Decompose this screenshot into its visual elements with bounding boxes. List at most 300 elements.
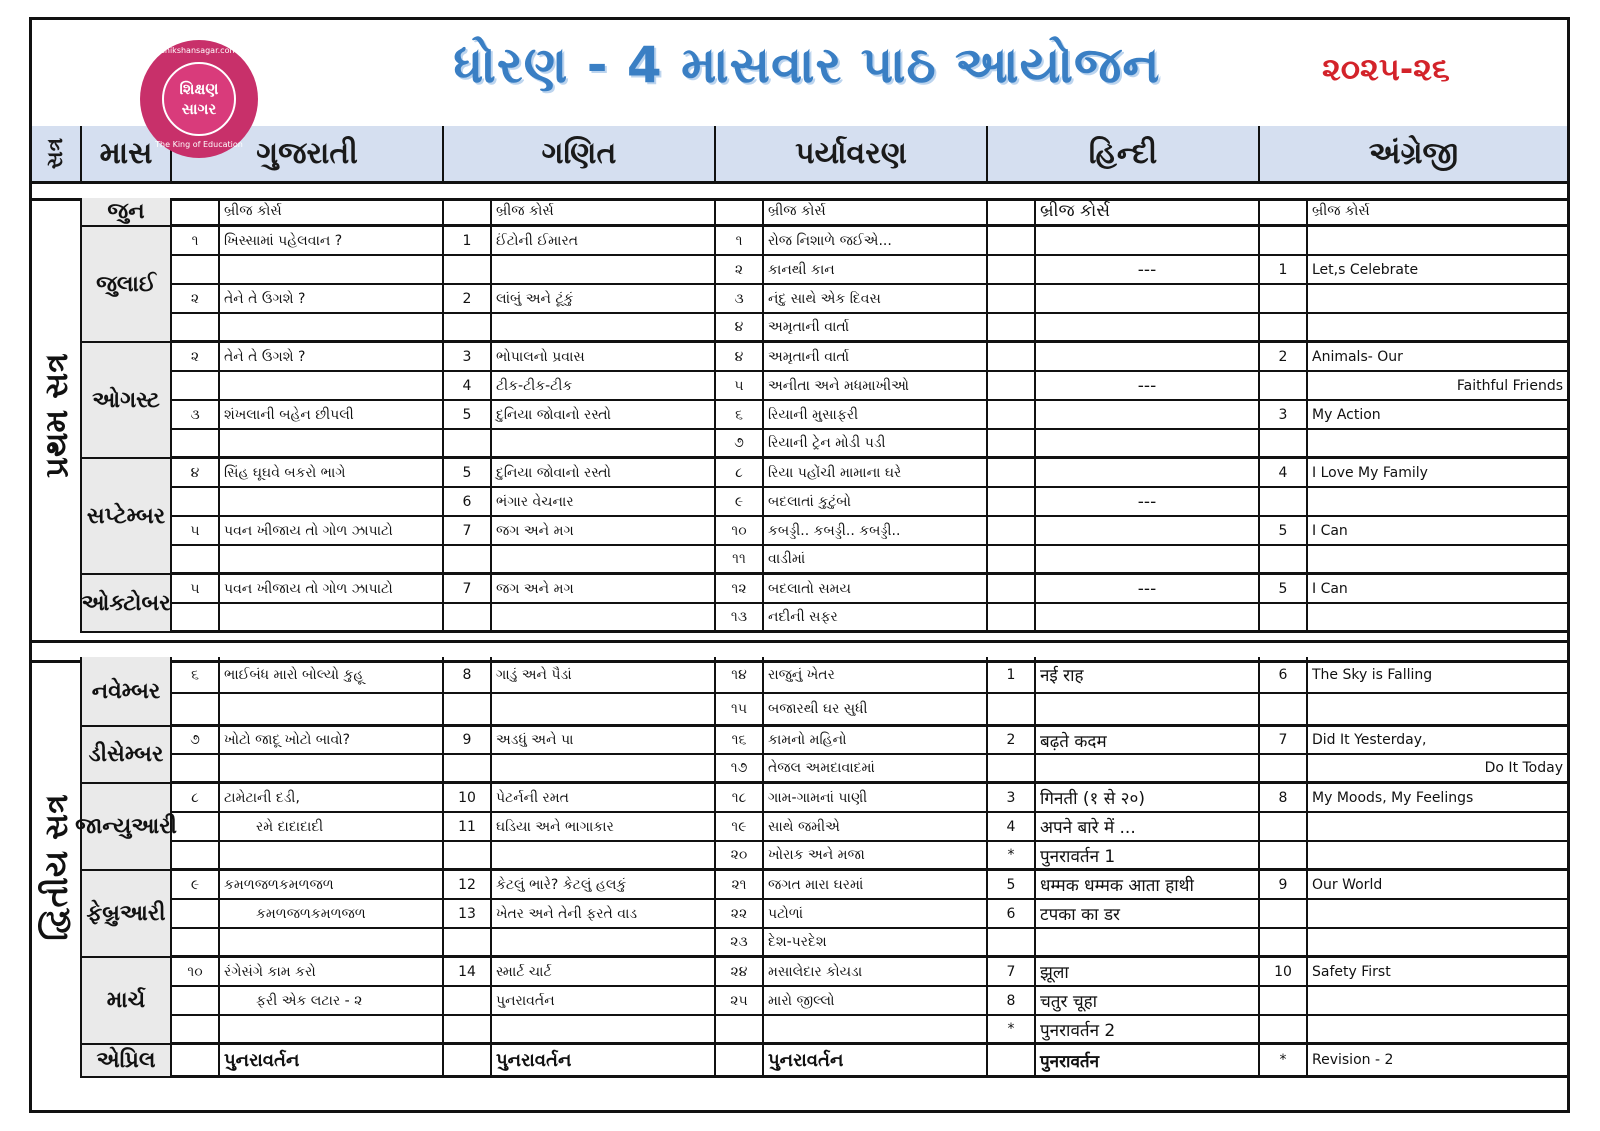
maths-no: 5 (444, 459, 492, 486)
english-lesson: Did It Yesterday, (1312, 732, 1427, 748)
evs-lesson: પટોળાં (764, 900, 988, 927)
hindi-lesson (1036, 430, 1260, 456)
logo-line1: શિક્ષણ (179, 80, 219, 98)
evs-no: ૯ (716, 488, 764, 515)
hindi-lesson: --- (1036, 575, 1260, 602)
gujarati-lesson: રમે દાદાદાદી (220, 813, 444, 840)
gujarati-no (172, 987, 220, 1014)
maths-lesson (492, 755, 716, 781)
evs-no: ૧૩ (716, 604, 764, 630)
maths-lesson: લાંબું અને ટૂંકું (492, 285, 716, 312)
gujarati-no (172, 488, 220, 515)
maths-lesson (492, 842, 716, 868)
gujarati-no (172, 900, 220, 927)
maths-no: 4 (444, 372, 492, 399)
english-no: 9 (1260, 871, 1308, 898)
hindi-lesson (1036, 546, 1260, 572)
hindi-no (988, 459, 1036, 486)
english-no (1260, 694, 1308, 724)
english-lesson: My Moods, My Feelings (1312, 789, 1474, 806)
evs-lesson: કબડ્ડી.. કબડ્ડી.. કબડ્ડી.. (764, 517, 988, 544)
evs-lesson: દેશ-પરદેશ (764, 929, 988, 955)
maths-no (444, 314, 492, 340)
maths-lesson: દુનિયા જોવાનો રસ્તો (492, 459, 716, 486)
english-lesson: Do It Today (1484, 760, 1563, 776)
english-lesson (1308, 929, 1567, 955)
logo-bottom-text: The King of Education (155, 140, 243, 149)
gujarati-lesson (220, 488, 444, 515)
evs-lesson: સાથે જમીએ (764, 813, 988, 840)
maths-no (444, 755, 492, 781)
evs-lesson: નદીની સફર (764, 604, 988, 630)
maths-no (444, 929, 492, 955)
gujarati-lesson (220, 372, 444, 399)
gujarati-lesson: ટામેટાની દડી, (220, 784, 444, 811)
header-maths: ગણિત (444, 126, 716, 181)
gujarati-lesson: ખોટો જાદૂ ખોટો બાવો? (220, 727, 444, 753)
english-no (1260, 842, 1308, 868)
maths-no: 8 (444, 657, 492, 692)
table-row (172, 604, 1567, 633)
month-label: ઓગસ્ટ (82, 343, 172, 459)
evs-no: ૨૫ (716, 987, 764, 1014)
table-row (172, 575, 1567, 604)
gujarati-no (172, 430, 220, 456)
table-row (172, 430, 1567, 459)
evs-lesson: રાજુનું ખેતર (764, 657, 988, 692)
gujarati-lesson (220, 842, 444, 868)
logo-center (162, 62, 236, 136)
table-row (172, 314, 1567, 343)
gujarati-no: ૬ (172, 657, 220, 692)
hindi-lesson (1036, 604, 1260, 630)
header-gujarati: ગુજરાતી (172, 126, 444, 181)
maths-no (444, 842, 492, 868)
gujarati-no (172, 929, 220, 955)
english-no: 4 (1260, 459, 1308, 486)
month-label: નવેમ્બર (82, 657, 172, 727)
hindi-lesson (1036, 401, 1260, 428)
table-row (172, 900, 1567, 929)
table-row (172, 727, 1567, 755)
maths-no (444, 694, 492, 724)
english-no (1260, 430, 1308, 456)
evs-no: ૩ (716, 285, 764, 312)
header-evs: પર્યાવરણ (716, 126, 988, 181)
evs-no: ૪ (716, 343, 764, 370)
table-row (172, 657, 1567, 694)
english-no (1260, 604, 1308, 630)
evs-lesson (764, 1016, 988, 1042)
hindi-no: 8 (988, 987, 1036, 1014)
evs-no (716, 198, 764, 224)
gujarati-lesson: રંગેસંગે કામ કરો (220, 958, 444, 985)
maths-lesson: ઈંટોની ઈમારત (492, 227, 716, 254)
gujarati-no: ૭ (172, 727, 220, 753)
evs-no: ૧૪ (716, 657, 764, 692)
english-no (1260, 488, 1308, 515)
hindi-lesson: गिनती (१ से २०) (1036, 784, 1260, 811)
maths-no: 12 (444, 871, 492, 898)
table-row (172, 401, 1567, 430)
header-month: માસ (82, 126, 172, 181)
maths-lesson: જગ અને મગ (492, 517, 716, 544)
hindi-no (988, 343, 1036, 370)
maths-no: 7 (444, 517, 492, 544)
maths-lesson: પુનરાવર્તન (492, 987, 716, 1014)
hindi-lesson: --- (1036, 372, 1260, 399)
hindi-lesson (1036, 929, 1260, 955)
english-lesson (1308, 604, 1567, 630)
maths-lesson: બ્રીજ કોર્સ (492, 198, 716, 224)
evs-lesson: રિયાની ટ્રેન મોડી પડી (764, 430, 988, 456)
evs-lesson: મસાલેદાર કોયડા (764, 958, 988, 985)
gujarati-lesson: શંખલાની બહેન છીપલી (220, 401, 444, 428)
hindi-lesson: धम्मक धम्मक आता हाथी (1036, 871, 1260, 898)
maths-lesson: અડધું અને પા (492, 727, 716, 753)
hindi-lesson: अपने बारे में ... (1036, 813, 1260, 840)
hindi-lesson: झूला (1036, 958, 1260, 985)
hindi-lesson: बढ़ते कदम (1036, 727, 1260, 753)
english-no (1260, 755, 1308, 781)
hindi-lesson (1036, 694, 1260, 724)
maths-lesson (492, 430, 716, 456)
english-lesson (1308, 546, 1567, 572)
evs-no (716, 1016, 764, 1042)
table-row (172, 755, 1567, 784)
maths-lesson: દુનિયા જોવાનો રસ્તો (492, 401, 716, 428)
english-no (1260, 546, 1308, 572)
table-row (172, 285, 1567, 314)
gujarati-no (172, 1016, 220, 1042)
english-lesson (1308, 488, 1567, 515)
english-lesson: I Love My Family (1312, 464, 1428, 481)
table-row (172, 784, 1567, 813)
gujarati-no (172, 842, 220, 868)
gujarati-lesson: કમળજળકમળજળ (220, 871, 444, 898)
english-no (1260, 900, 1308, 927)
maths-lesson (492, 1016, 716, 1042)
hindi-no: 6 (988, 900, 1036, 927)
hindi-no (988, 314, 1036, 340)
maths-lesson: જગ અને મગ (492, 575, 716, 602)
gujarati-no (172, 372, 220, 399)
english-lesson (1308, 285, 1567, 312)
evs-no: ૧૬ (716, 727, 764, 753)
gujarati-no (172, 604, 220, 630)
english-lesson (1308, 227, 1567, 254)
hindi-no: 1 (988, 657, 1036, 692)
maths-no: 5 (444, 401, 492, 428)
gujarati-no: ૧૦ (172, 958, 220, 985)
month-label: જુલાઈ (82, 227, 172, 343)
month-label: ડીસેમ્બર (82, 727, 172, 784)
maths-lesson (492, 314, 716, 340)
english-no: 10 (1260, 958, 1308, 985)
hindi-lesson: पुनरावर्तन 1 (1036, 842, 1260, 868)
maths-lesson: કેટલું ભારે? કેટલું હલકું (492, 871, 716, 898)
english-no: 2 (1260, 343, 1308, 370)
english-no: 5 (1260, 517, 1308, 544)
english-no (1260, 987, 1308, 1014)
evs-no: ૧૫ (716, 694, 764, 724)
gujarati-no: ૫ (172, 575, 220, 602)
evs-no: ૨૨ (716, 900, 764, 927)
gujarati-no (172, 813, 220, 840)
english-lesson (1308, 813, 1567, 840)
english-no: 3 (1260, 401, 1308, 428)
evs-no: ૧ (716, 227, 764, 254)
month-label: એપ્રિલ (82, 1045, 172, 1078)
english-no: 8 (1260, 784, 1308, 811)
maths-lesson (492, 604, 716, 630)
hindi-lesson: पुनरावर्तन (1036, 1045, 1260, 1075)
gujarati-no: ૩ (172, 401, 220, 428)
gujarati-lesson: સિંહ ઘૂઘવે બકરો ભાગે (220, 459, 444, 486)
gujarati-no (172, 755, 220, 781)
logo-line2: સાગર (181, 100, 217, 118)
gujarati-no: ૮ (172, 784, 220, 811)
english-lesson (1308, 694, 1567, 724)
maths-no: 7 (444, 575, 492, 602)
hindi-no: 5 (988, 871, 1036, 898)
maths-lesson (492, 694, 716, 724)
table-row (172, 459, 1567, 488)
english-lesson: I Can (1312, 522, 1348, 539)
english-no (1260, 314, 1308, 340)
english-no (1260, 929, 1308, 955)
maths-no: 14 (444, 958, 492, 985)
maths-lesson: ભંગાર વેચનાર (492, 488, 716, 515)
hindi-no (988, 256, 1036, 283)
gujarati-lesson (220, 256, 444, 283)
gujarati-lesson: ભાઈબંધ મારો બોલ્યો કુહૂ (220, 657, 444, 692)
evs-no: ૭ (716, 430, 764, 456)
hindi-lesson: --- (1036, 488, 1260, 515)
evs-lesson: રોજ નિશાળે જઈએ... (764, 227, 988, 254)
gujarati-lesson: તેને તે ઉગશે ? (220, 343, 444, 370)
english-no (1260, 285, 1308, 312)
evs-lesson: પુનરાવર્તન (764, 1045, 988, 1075)
gujarati-no (172, 198, 220, 224)
evs-no: ૨ (716, 256, 764, 283)
english-lesson: Revision - 2 (1312, 1052, 1394, 1068)
english-lesson: Our World (1312, 876, 1383, 893)
english-lesson: Animals- Our (1312, 348, 1403, 365)
table-row (172, 343, 1567, 372)
evs-no: ૧૭ (716, 755, 764, 781)
english-lesson (1308, 842, 1567, 868)
gujarati-lesson: બ્રીજ કોર્સ (220, 198, 444, 224)
hindi-lesson (1036, 314, 1260, 340)
hindi-lesson: नई राह (1036, 657, 1260, 692)
table-row (172, 987, 1567, 1016)
maths-no (444, 604, 492, 630)
column-header-row (32, 126, 1567, 184)
evs-no: ૨૦ (716, 842, 764, 868)
hindi-no (988, 604, 1036, 630)
header-semester: સત્ર (32, 126, 82, 181)
english-lesson (1308, 900, 1567, 927)
english-lesson (1308, 987, 1567, 1014)
english-no (1260, 227, 1308, 254)
gujarati-no: ૫ (172, 517, 220, 544)
semester-label-text: દ્વિતીય સત્ર (36, 794, 75, 941)
maths-lesson: ઘડિયા અને ભાગાકાર (492, 813, 716, 840)
gujarati-lesson: પવન ખીજાય તો ગોળ ઝાપાટો (220, 575, 444, 602)
header-hindi: હિન્દી (988, 126, 1260, 181)
hindi-lesson: टपका का डर (1036, 900, 1260, 927)
evs-lesson: અમૃતાની વાર્તા (764, 343, 988, 370)
month-label: ફેબ્રુઆરી (82, 871, 172, 958)
hindi-no (988, 285, 1036, 312)
evs-no: ૨૧ (716, 871, 764, 898)
maths-no (444, 987, 492, 1014)
english-no (1260, 198, 1308, 224)
gujarati-lesson (220, 694, 444, 724)
english-no: 7 (1260, 727, 1308, 753)
evs-no: ૮ (716, 459, 764, 486)
table-row (172, 1016, 1567, 1045)
logo-top-text: shikshansagar.com (160, 46, 238, 55)
english-no: 6 (1260, 657, 1308, 692)
maths-no: 2 (444, 285, 492, 312)
month-label: જુન (82, 198, 172, 227)
evs-lesson: અમૃતાની વાર્તા (764, 314, 988, 340)
semester-label (32, 198, 82, 633)
evs-no (716, 1045, 764, 1075)
maths-lesson: ગાડું અને પૈડાં (492, 657, 716, 692)
semester-label (32, 657, 82, 1078)
month-label: જાન્યુઆરી (82, 784, 172, 871)
maths-lesson (492, 256, 716, 283)
gujarati-lesson: ખિસ્સામાં પહેલવાન ? (220, 227, 444, 254)
english-lesson: My Action (1312, 406, 1381, 423)
english-no (1260, 813, 1308, 840)
hindi-no (988, 488, 1036, 515)
english-lesson: Let,s Celebrate (1312, 261, 1419, 278)
semester-label-text: પ્રથમ સત્ર (36, 353, 75, 478)
gujarati-lesson (220, 546, 444, 572)
hindi-no (988, 929, 1036, 955)
hindi-lesson: બ્રીજ કોર્સ (1036, 198, 1260, 224)
hindi-lesson: --- (1036, 256, 1260, 283)
maths-lesson: ટીક-ટીક-ટીક (492, 372, 716, 399)
hindi-no (988, 198, 1036, 224)
maths-no (444, 256, 492, 283)
evs-lesson: કાનથી કાન (764, 256, 988, 283)
maths-no (444, 430, 492, 456)
table-row (172, 871, 1567, 900)
gujarati-lesson (220, 604, 444, 630)
hindi-no (988, 546, 1036, 572)
hindi-no (988, 430, 1036, 456)
gujarati-no (172, 256, 220, 283)
hindi-no (988, 372, 1036, 399)
gujarati-no: ૪ (172, 459, 220, 486)
english-no: 5 (1260, 575, 1308, 602)
english-lesson: Faithful Friends (1456, 377, 1563, 394)
evs-lesson: વાડીમાં (764, 546, 988, 572)
table-row (172, 517, 1567, 546)
table-row (172, 958, 1567, 987)
hindi-no: * (988, 1016, 1036, 1042)
gujarati-lesson (220, 929, 444, 955)
evs-no: ૧૧ (716, 546, 764, 572)
evs-lesson: ખોરાક અને મજા (764, 842, 988, 868)
english-no: 1 (1260, 256, 1308, 283)
hindi-no: 2 (988, 727, 1036, 753)
evs-lesson: ગામ-ગામનાં પાણી (764, 784, 988, 811)
evs-no: ૧૨ (716, 575, 764, 602)
evs-lesson: બ્રીજ કોર્સ (764, 198, 988, 224)
gujarati-lesson (220, 314, 444, 340)
english-lesson (1308, 1016, 1567, 1042)
hindi-no (988, 575, 1036, 602)
gujarati-lesson: પુનરાવર્તન (220, 1045, 444, 1075)
evs-no: ૫ (716, 372, 764, 399)
evs-no: ૨૪ (716, 958, 764, 985)
table-row (172, 198, 1567, 227)
evs-no: ૧૮ (716, 784, 764, 811)
hindi-lesson: चतुर चूहा (1036, 987, 1260, 1014)
hindi-no (988, 755, 1036, 781)
maths-no: 6 (444, 488, 492, 515)
gujarati-lesson (220, 430, 444, 456)
evs-lesson: મારો જીલ્લો (764, 987, 988, 1014)
evs-lesson: કામનો મહિનો (764, 727, 988, 753)
hindi-lesson (1036, 227, 1260, 254)
gujarati-no: ૨ (172, 343, 220, 370)
english-lesson: I Can (1312, 580, 1348, 597)
gujarati-no: ૨ (172, 285, 220, 312)
maths-no: 13 (444, 900, 492, 927)
english-lesson: Safety First (1312, 963, 1391, 980)
maths-no: 10 (444, 784, 492, 811)
maths-no (444, 1045, 492, 1075)
evs-lesson: બદલાતાં કુટુંબો (764, 488, 988, 515)
maths-no: 3 (444, 343, 492, 370)
hindi-lesson (1036, 343, 1260, 370)
academic-year: ૨૦૨૫-૨૬ (1322, 50, 1450, 88)
evs-lesson: બદલાતો સમય (764, 575, 988, 602)
evs-no: ૧૦ (716, 517, 764, 544)
hindi-lesson (1036, 755, 1260, 781)
evs-no: ૨૩ (716, 929, 764, 955)
table-row (172, 488, 1567, 517)
table-row (172, 256, 1567, 285)
maths-lesson: ભોપાલનો પ્રવાસ (492, 343, 716, 370)
english-no (1260, 1016, 1308, 1042)
hindi-no (988, 1045, 1036, 1075)
english-no (1260, 372, 1308, 399)
hindi-lesson (1036, 517, 1260, 544)
gujarati-lesson: ફરી એક લટાર - ૨ (220, 987, 444, 1014)
gujarati-no (172, 1045, 220, 1075)
table-row (172, 227, 1567, 256)
maths-no: 1 (444, 227, 492, 254)
maths-lesson (492, 546, 716, 572)
hindi-no (988, 227, 1036, 254)
evs-no: ૧૯ (716, 813, 764, 840)
table-row (172, 372, 1567, 401)
evs-lesson: રિયા પહોંચી મામાના ઘરે (764, 459, 988, 486)
hindi-lesson: पुनरावर्तन 2 (1036, 1016, 1260, 1042)
gujarati-no: ૯ (172, 871, 220, 898)
evs-lesson: જગત મારા ઘરમાં (764, 871, 988, 898)
maths-lesson: પેટર્નની રમત (492, 784, 716, 811)
month-label: સપ્ટેમ્બર (82, 459, 172, 575)
